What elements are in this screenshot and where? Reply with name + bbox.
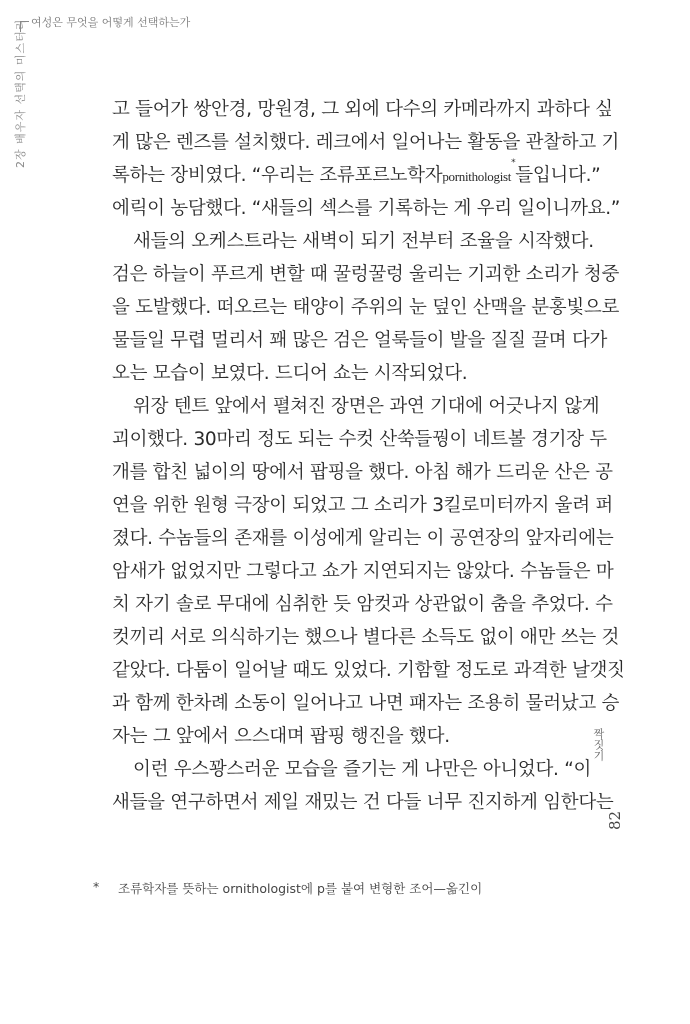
- text-line: 같았다. 다툼이 일어날 때도 있었다. 기함할 정도로 과격한 날갯짓: [112, 660, 625, 681]
- footnote-text: 조류학자를 뜻하는 ornithologist에 p를 붙여 변형한 조어—옮긴이: [118, 881, 483, 896]
- text-segment: 들입니다.”: [515, 165, 601, 186]
- running-header-text: 여성은 무엇을 어떻게 선택하는가: [31, 16, 191, 29]
- text-line: 컷끼리 서로 의식하기는 했으나 별다른 소득도 없이 애만 쓰는 것: [112, 627, 620, 648]
- footnote-mark: *: [511, 158, 516, 168]
- text-line: 을 도발했다. 떠오르는 태양이 주위의 눈 덮인 산맥을 분홍빛으로: [112, 297, 620, 318]
- text-line: 개를 합친 넓이의 땅에서 팝핑을 했다. 아침 해가 드리운 산은 공: [112, 462, 613, 483]
- footnote: [93, 879, 482, 897]
- text-line: 위장 텐트 앞에서 펼쳐진 장면은 과연 기대에 어긋나지 않게: [133, 396, 600, 417]
- text-line: 새들의 오케스트라는 새벽이 되기 전부터 조율을 시작했다.: [133, 231, 594, 252]
- term-pornithologist: pornithologist: [442, 169, 512, 184]
- text-line: 치 자기 솔로 무대에 심취한 듯 암컷과 상관없이 춤을 추었다. 수: [112, 594, 613, 615]
- text-line: 괴이했다. 30마리 정도 되는 수컷 산쑥들꿩이 네트볼 경기장 두: [112, 429, 607, 450]
- running-header: [20, 14, 190, 32]
- text-line: 오는 모습이 보였다. 드디어 쇼는 시작되었다.: [112, 363, 468, 384]
- page-number: 82: [606, 810, 624, 830]
- footnote-marker: *: [93, 879, 100, 894]
- text-line: 자는 그 앞에서 으스대며 팝핑 행진을 했다.: [112, 726, 450, 747]
- text-line: 졌다. 수놈들의 존재를 이성에게 알리는 이 공연장의 앞자리에는: [112, 528, 614, 549]
- text-line: 고 들어가 쌍안경, 망원경, 그 외에 다수의 카메라까지 과하다 싶: [112, 99, 613, 120]
- text-line: 에릭이 농담했다. “새들의 섹스를 기록하는 게 우리 일이니까요.”: [112, 198, 621, 219]
- text-line: 과 함께 한차례 소동이 일어나고 나면 패자는 조용히 물러났고 승: [112, 693, 620, 714]
- text-line: 물들일 무렵 멀리서 꽤 많은 검은 얼룩들이 발을 질질 끌며 다가: [112, 330, 608, 351]
- text-line: [112, 158, 601, 192]
- text-line: 연을 위한 원형 극장이 되었고 그 소리가 3킬로미터까지 울려 퍼: [112, 495, 613, 516]
- chapter-label: 2장 배우자 선택의 미스터리: [14, 18, 27, 168]
- text-segment: 록하는 장비였다. “우리는 조류포르노학자: [112, 165, 443, 186]
- text-line: 검은 하늘이 푸르게 변할 때 꿀렁꿀렁 울리는 기괴한 소리가 청중: [112, 264, 620, 285]
- text-line: 게 많은 렌즈를 설치했다. 레크에서 일어나는 활동을 관찰하고 기: [112, 132, 620, 153]
- text-line: 새들을 연구하면서 제일 재밌는 건 다들 너무 진지하게 임한다는: [112, 792, 614, 813]
- text-line: 이런 우스꽝스러운 모습을 즐기는 게 나만은 아니었다. “이: [133, 759, 592, 780]
- text-line: 암새가 없었지만 그렇다고 쇼가 지연되지는 않았다. 수놈들은 마: [112, 561, 614, 582]
- section-label: 짝짓기: [592, 728, 605, 761]
